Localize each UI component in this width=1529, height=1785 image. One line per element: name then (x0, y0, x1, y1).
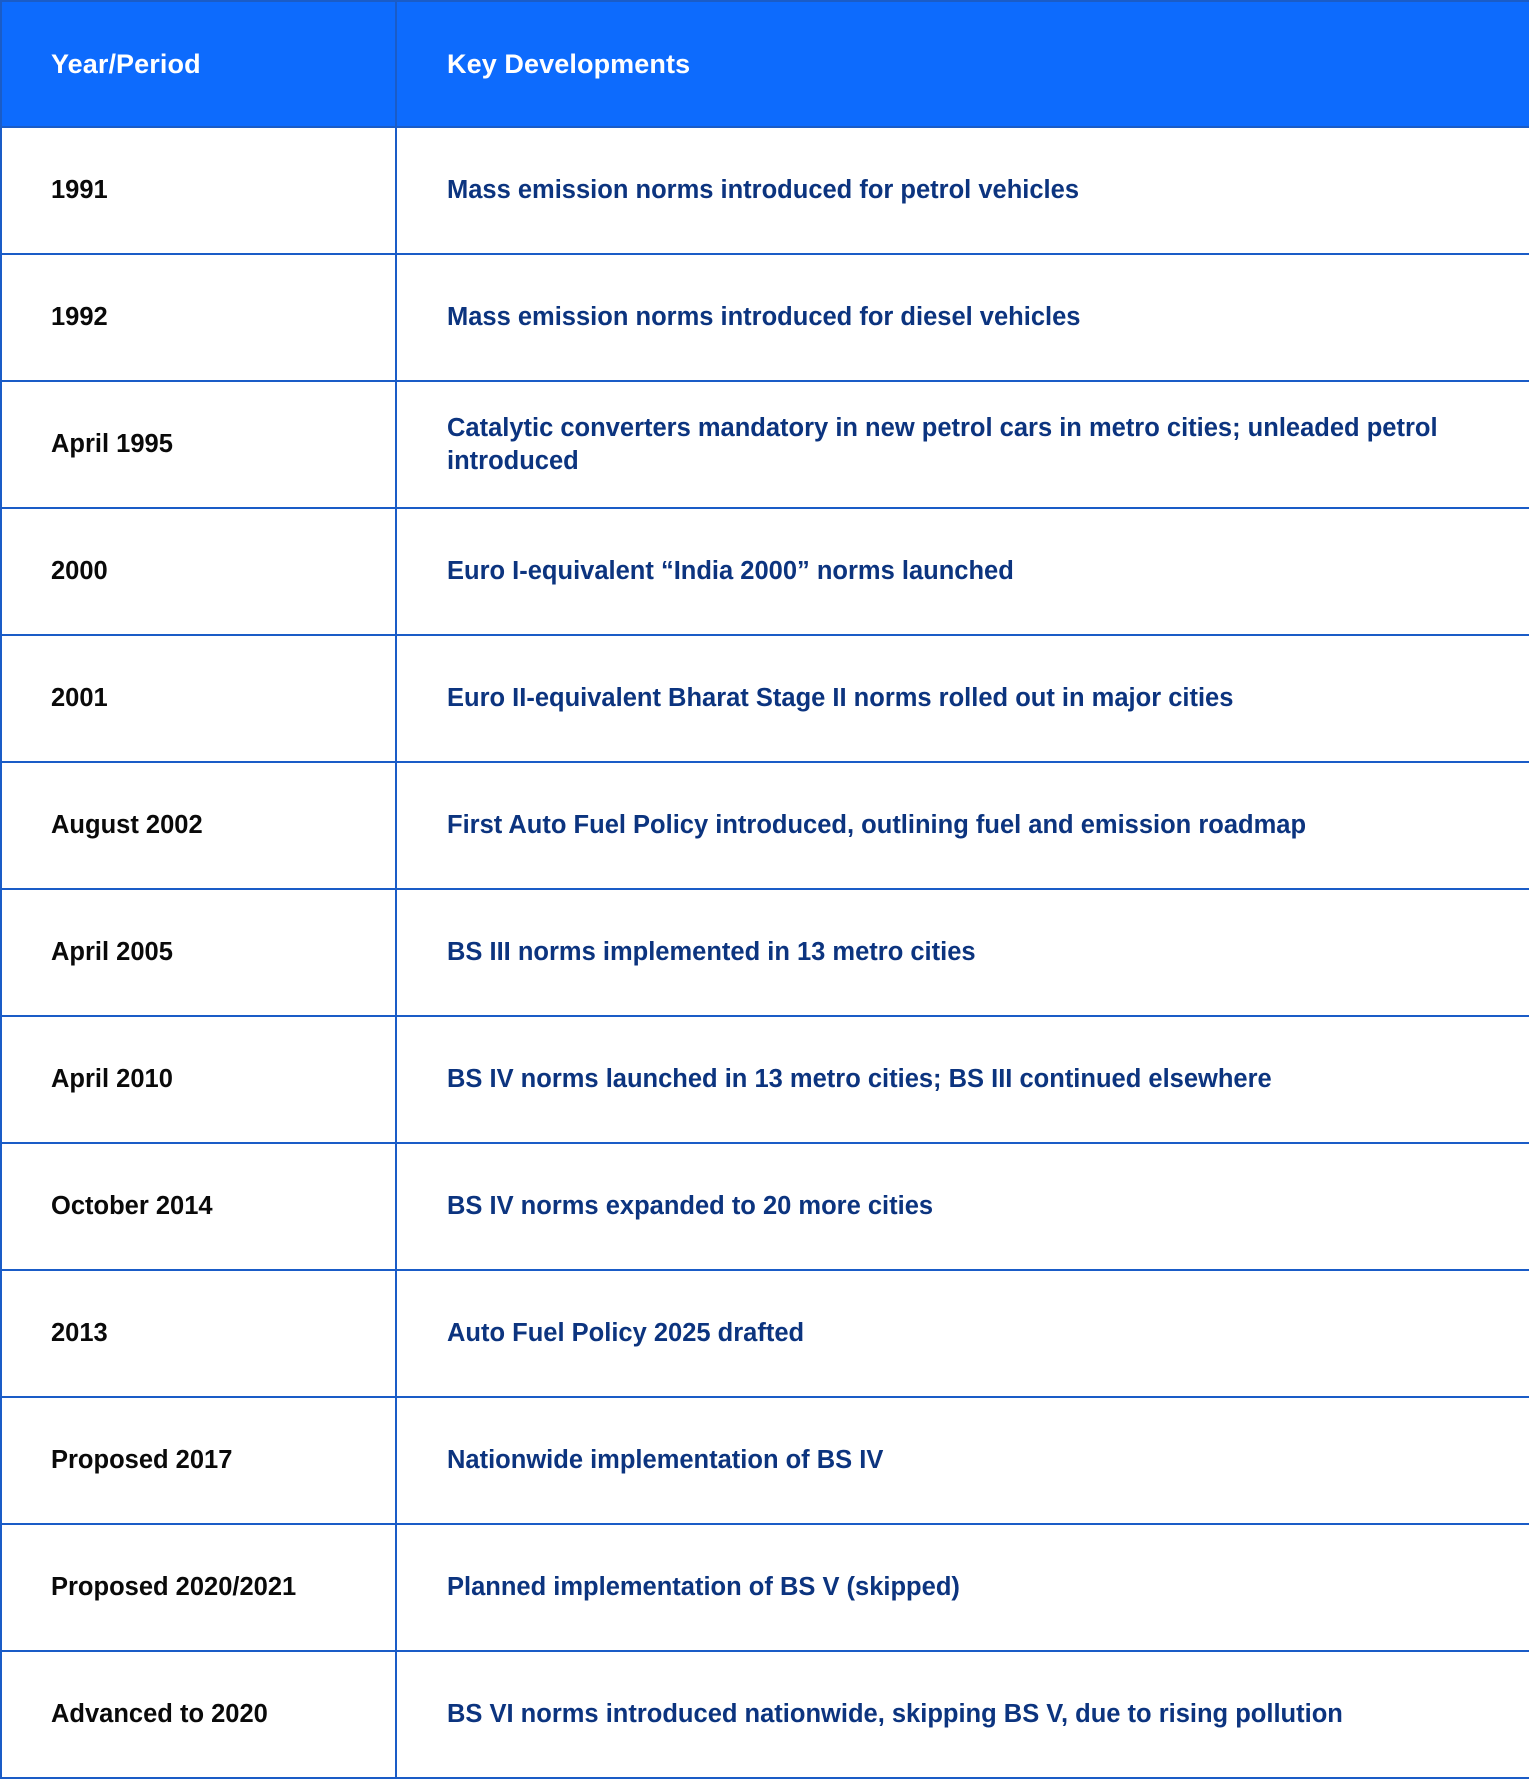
development-cell: First Auto Fuel Policy introduced, outlining fuel and emission roadmap (396, 762, 1529, 889)
development-cell: BS VI norms introduced nationwide, skipping BS V, due to rising pollution (396, 1651, 1529, 1778)
year-cell: 2001 (1, 635, 396, 762)
development-cell: Planned implementation of BS V (skipped) (396, 1524, 1529, 1651)
year-cell: 2000 (1, 508, 396, 635)
year-cell: August 2002 (1, 762, 396, 889)
development-cell: Euro II-equivalent Bharat Stage II norms rolled out in major cities (396, 635, 1529, 762)
table-row (1, 127, 1529, 254)
year-cell: April 2010 (1, 1016, 396, 1143)
year-cell: Advanced to 2020 (1, 1651, 396, 1778)
column-header-developments: Key Developments (396, 1, 1529, 127)
year-cell: 1991 (1, 127, 396, 254)
table-row (1, 381, 1529, 508)
year-cell: April 1995 (1, 381, 396, 508)
development-cell: Mass emission norms introduced for diesel vehicles (396, 254, 1529, 381)
table-row (1, 254, 1529, 381)
table-row (1, 889, 1529, 1016)
column-header-year: Year/Period (1, 1, 396, 127)
development-cell: Mass emission norms introduced for petrol vehicles (396, 127, 1529, 254)
year-cell: October 2014 (1, 1143, 396, 1270)
year-cell: Proposed 2017 (1, 1397, 396, 1524)
development-cell: BS IV norms expanded to 20 more cities (396, 1143, 1529, 1270)
table-row (1, 1270, 1529, 1397)
development-cell: Euro I-equivalent “India 2000” norms launched (396, 508, 1529, 635)
year-cell: April 2005 (1, 889, 396, 1016)
table-row (1, 1016, 1529, 1143)
table-header-row (1, 1, 1529, 127)
development-cell: Catalytic converters mandatory in new petrol cars in metro cities; unleaded petrol introduced (396, 381, 1529, 508)
development-cell: BS IV norms launched in 13 metro cities; BS III continued elsewhere (396, 1016, 1529, 1143)
development-cell: BS III norms implemented in 13 metro cities (396, 889, 1529, 1016)
table-row (1, 635, 1529, 762)
table-row (1, 1143, 1529, 1270)
table-row (1, 508, 1529, 635)
table-row (1, 1651, 1529, 1778)
table-row (1, 1524, 1529, 1651)
table-row (1, 762, 1529, 889)
development-cell: Nationwide implementation of BS IV (396, 1397, 1529, 1524)
year-cell: 2013 (1, 1270, 396, 1397)
development-cell: Auto Fuel Policy 2025 drafted (396, 1270, 1529, 1397)
table-row (1, 1397, 1529, 1524)
year-cell: 1992 (1, 254, 396, 381)
year-cell: Proposed 2020/2021 (1, 1524, 396, 1651)
